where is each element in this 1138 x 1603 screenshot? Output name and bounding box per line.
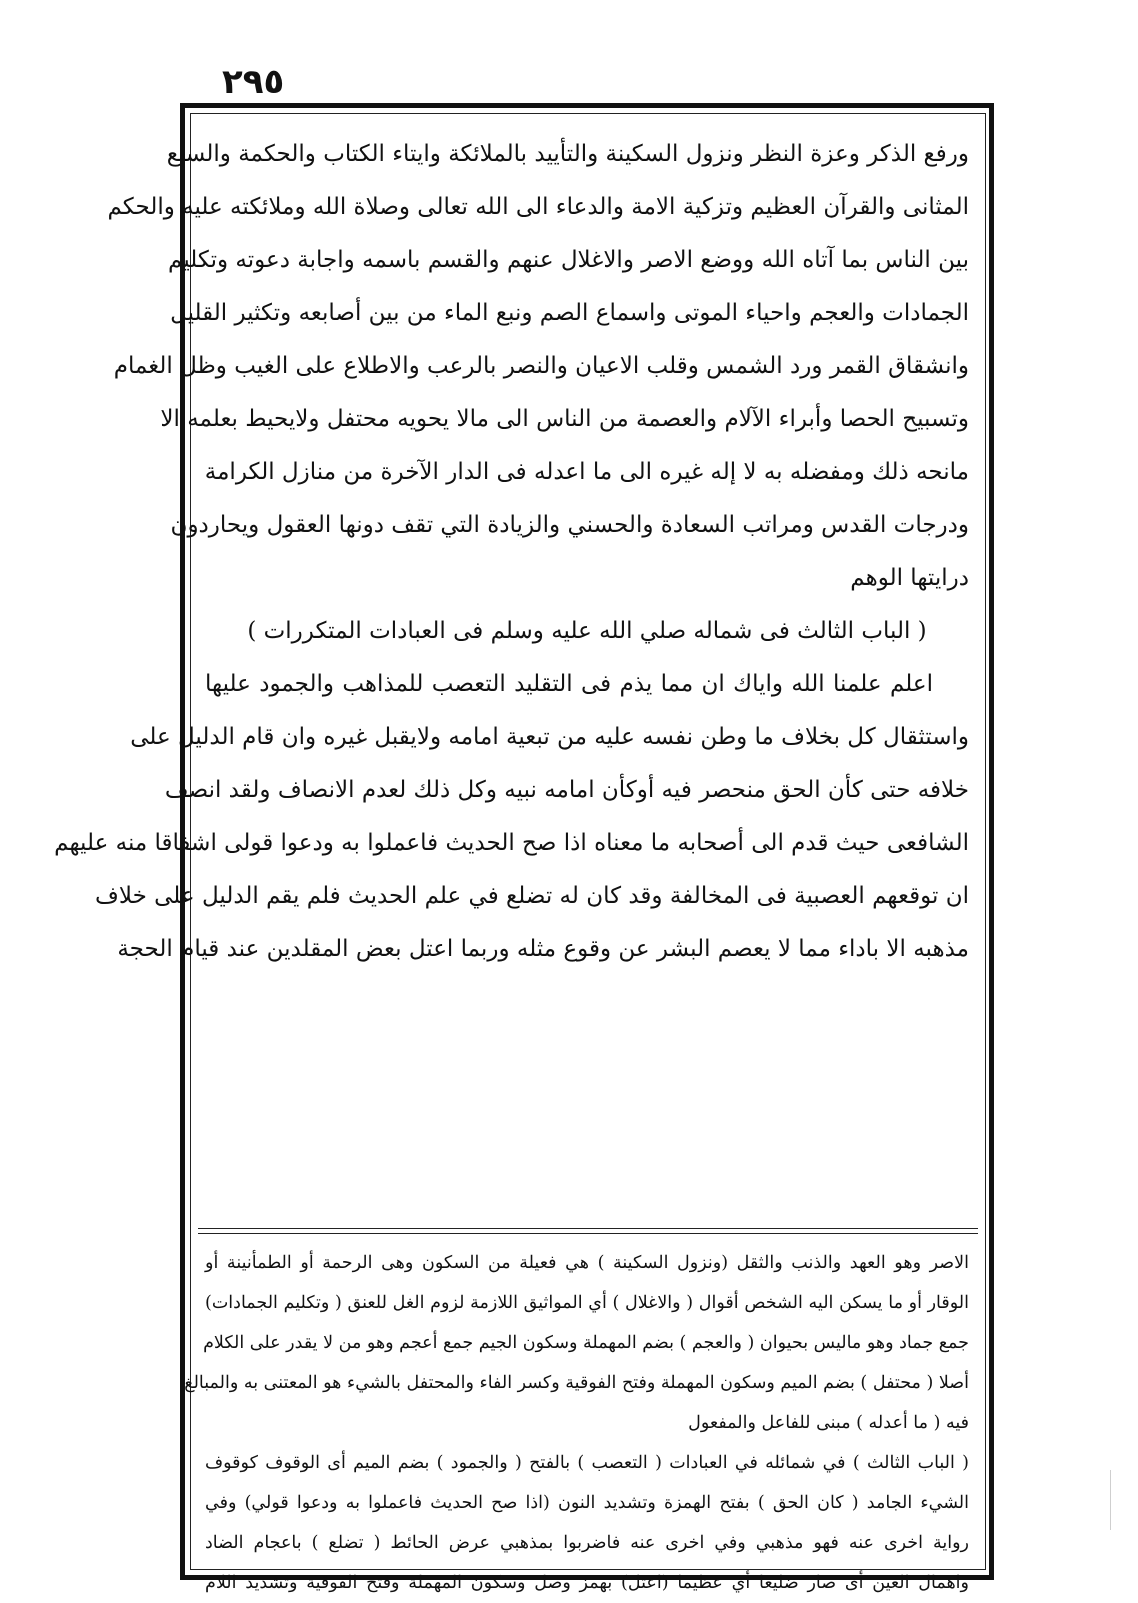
main-text-line: بين الناس بما آتاه الله ووضع الاصر والاغلال عنهم والقسم باسمه واجابة دعوته وتكليم xyxy=(168,247,969,273)
footnote-line: واهمال العين أى صار ضليعا أي عظيما (اعتل) بهمز وصل وسكون المهملة وفتح الفوقية وتشديد اللام xyxy=(205,1573,969,1593)
body-text-line: خلافه حتى كأن الحق منحصر فيه أوكأن امامه نبيه وكل ذلك لعدم الانصاف ولقد انصف xyxy=(164,777,969,803)
main-text-line: المثانى والقرآن العظيم وتزكية الامة والدعاء الى الله تعالى وصلاة الله وملائكته عليه والحكم xyxy=(107,194,969,220)
footnote-line: رواية اخرى عنه فهو مذهبي وفي اخرى عنه فاضربوا بمذهبي عرض الحائط ( تضلع ) باعجام الضاد xyxy=(205,1533,969,1553)
body-text-line: مذهبه الا باداء مما لا يعصم البشر عن وقوع مثله وربما اعتل بعض المقلدين عند قيام الحجة xyxy=(117,936,969,962)
footnote-line: الاصر وهو العهد والذنب والثقل (ونزول السكينة ) هي فعيلة من السكون وهى الرحمة أو الطمأنينة أو xyxy=(205,1253,969,1273)
main-text-line: ورفع الذكر وعزة النظر ونزول السكينة والتأييد بالملائكة وايتاء الكتاب والحكمة والسبع xyxy=(166,141,969,167)
main-text-line: ودرجات القدس ومراتب السعادة والحسني والزيادة التي تقف دونها العقول ويحاردون xyxy=(170,512,969,538)
footnotes-block xyxy=(184,1243,969,1603)
footnote-line: أصلا ( محتفل ) بضم الميم وسكون المهملة وفتح الفوقية وكسر الفاء والمحتفل بالشيء هو المعتنى به والمبالغ xyxy=(184,1373,969,1393)
footnote-divider xyxy=(198,1233,978,1234)
main-text-line: مانحه ذلك ومفضله به لا إله غيره الى ما اعدله فى الدار الآخرة من منازل الكرامة xyxy=(204,459,969,485)
footnote-line: فيه ( ما أعدله ) مبنى للفاعل والمفعول xyxy=(688,1413,969,1433)
footnote-divider xyxy=(198,1228,978,1229)
body-text-line: اعلم علمنا الله واياك ان مما يذم فى التقليد التعصب للمذاهب والجمود عليها xyxy=(205,671,933,697)
main-text-line: وانشقاق القمر ورد الشمس وقلب الاعيان والنصر بالرعب والاطلاع على الغيب وظل الغمام xyxy=(113,353,969,379)
page-number: ٢٩٥ xyxy=(222,62,285,102)
footnote-line: الوقار أو ما يسكن اليه الشخص أقوال ( والاغلال ) أي المواثيق اللازمة لزوم الغل للعنق ( وتكليم الجمادات) xyxy=(205,1293,969,1313)
body-text-line: واستثقال كل بخلاف ما وطن نفسه عليه من تبعية امامه ولايقبل غيره وان قام الدليل على xyxy=(130,724,969,750)
main-text-line: وتسبيح الحصا وأبراء الآلام والعصمة من الناس الى مالا يحويه محتفل ولايحيط بعلمه الا xyxy=(160,406,969,432)
footnote-line: جمع جماد وهو ماليس بحيوان ( والعجم ) بضم المهملة وسكون الجيم جمع أعجم وهو من لا يقدر على الكلام xyxy=(203,1333,969,1353)
body-text-line: الشافعى حيث قدم الى أصحابه ما معناه اذا صح الحديث فاعملوا به ودعوا قولى اشفاقا منه عليهم xyxy=(54,830,969,856)
section-heading: ( الباب الثالث فى شماله صلي الله عليه وسلم فى العبادات المتكررات ) xyxy=(247,618,927,644)
main-text-block xyxy=(54,128,969,976)
main-text-line: الجمادات والعجم واحياء الموتى واسماع الصم ونبع الماء من بين أصابعه وتكثير القليل xyxy=(170,300,969,326)
main-text-line: درايتها الوهم xyxy=(850,565,969,591)
page-edge-mark xyxy=(1110,1470,1111,1530)
footnote-line: ( الباب الثالث ) في شمائله في العبادات ( التعصب ) بالفتح ( والجمود ) بضم الميم أى الوقوف كوقوف xyxy=(205,1453,969,1473)
footnote-line: الشيء الجامد ( كان الحق ) بفتح الهمزة وتشديد النون (اذا صح الحديث فاعملوا به ودعوا قولي) وفي xyxy=(205,1493,969,1513)
body-text-line: ان توقعهم العصبية فى المخالفة وقد كان له تضلع في علم الحديث فلم يقم الدليل على خلاف xyxy=(95,883,969,909)
